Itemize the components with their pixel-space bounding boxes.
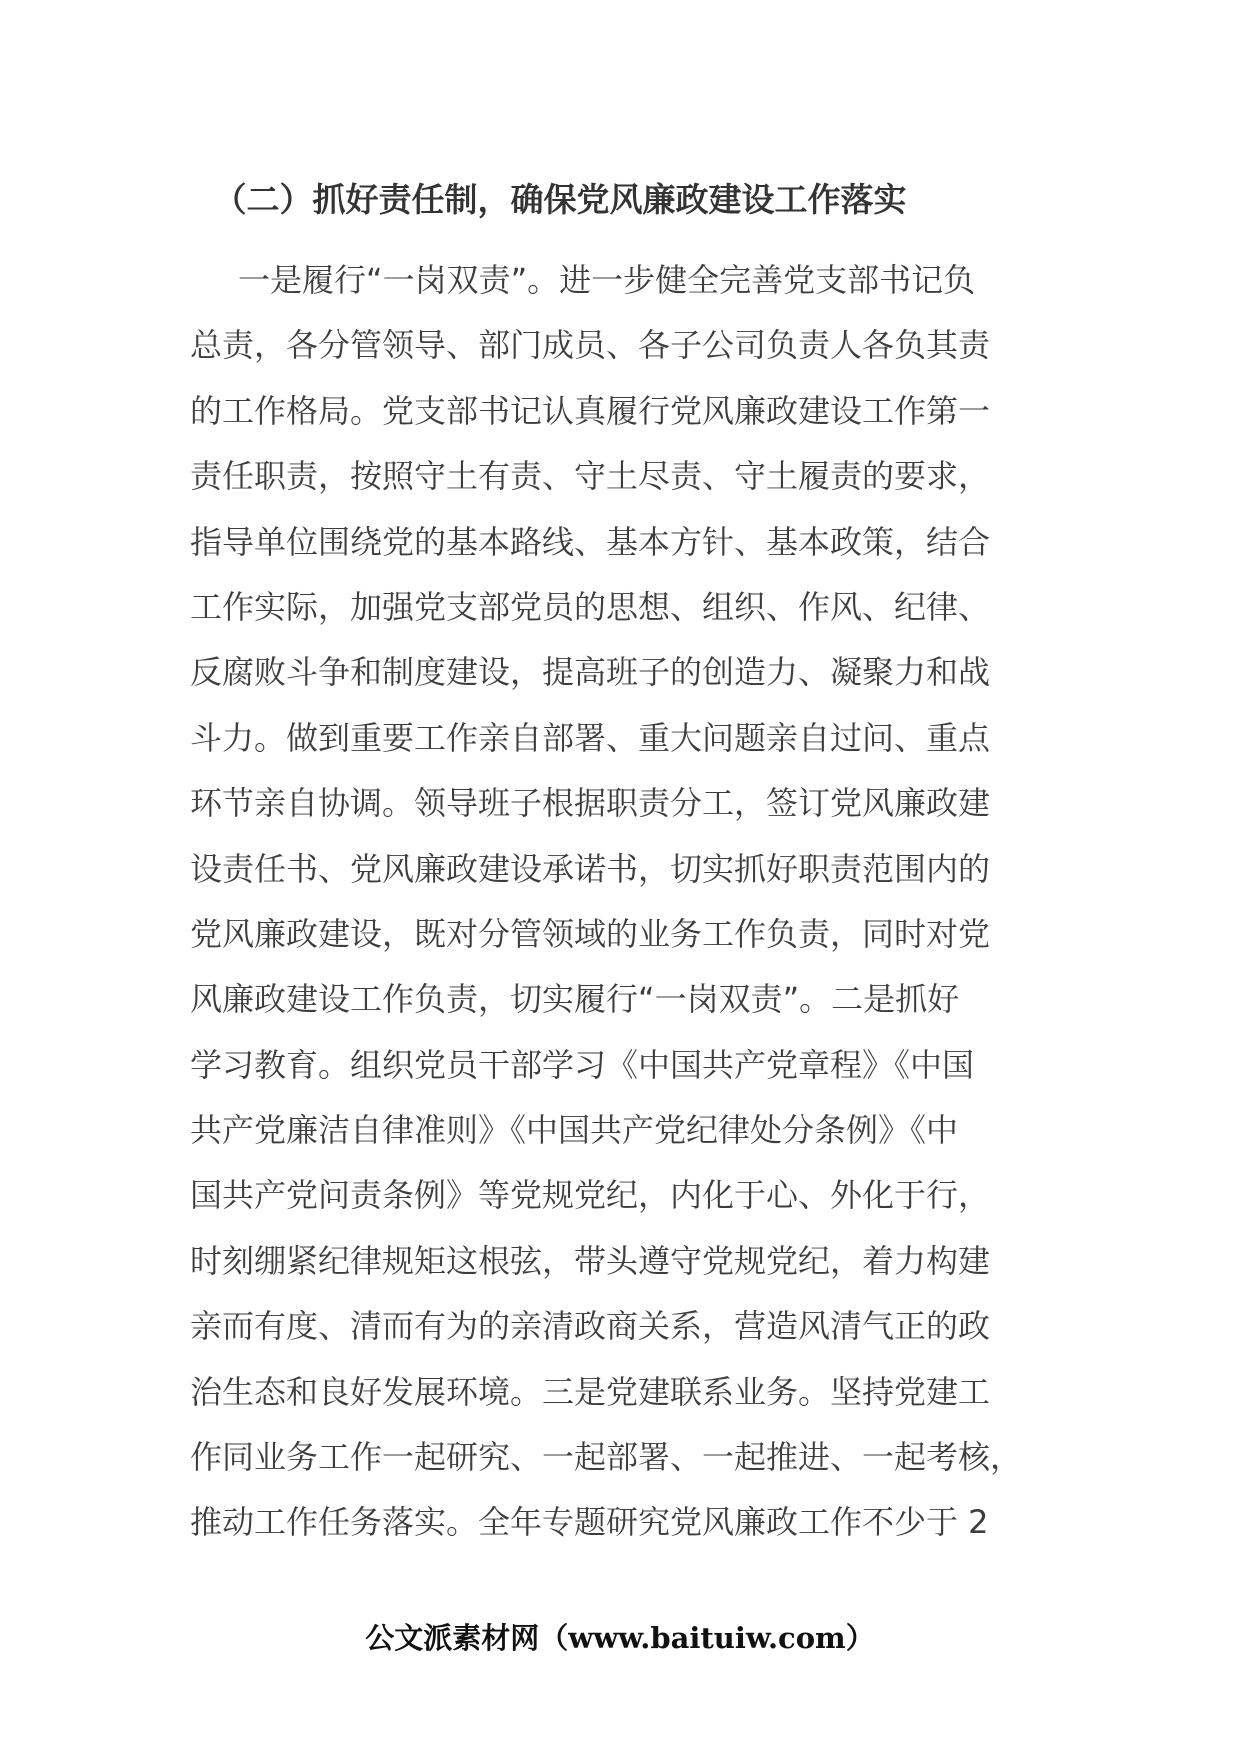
paragraph-line: 环节亲自协调。领导班子根据职责分工，签订党风廉政建 [190,784,991,823]
paragraph-line: 学习教育。组织党员干部学习《中国共产党章程》《中国 [190,1045,975,1084]
paragraph-line: 反腐败斗争和制度建设，提高班子的创造力、凝聚力和战 [190,653,991,692]
footer-watermark: 公文派素材网（www.baituiw.com） [365,1621,875,1655]
section-heading: （二）抓好责任制，确保党风廉政建设工作落实 [213,180,907,219]
paragraph-line: 治生态和良好发展环境。三是党建联系业务。坚持党建工 [190,1372,991,1411]
paragraph-line: 指导单位围绕党的基本路线、基本方针、基本政策，结合 [190,522,991,561]
paragraph-line: 作同业务工作一起研究、一起部署、一起推进、一起考核， [190,1438,1023,1477]
paragraph-line: 设责任书、党风廉政建设承诺书，切实抓好职责范围内的 [190,849,991,888]
paragraph-line: 斗力。做到重要工作亲自部署、重大问题亲自过问、重点 [190,718,991,757]
paragraph-line: 国共产党问责条例》等党规党纪，内化于心、外化于行， [190,1176,991,1215]
body-paragraph [190,248,1050,1556]
paragraph-line: 的工作格局。党支部书记认真履行党风廉政建设工作第一 [190,391,991,430]
paragraph-line: 亲而有度、清而有为的亲清政商关系，营造风清气正的政 [190,1307,991,1346]
paragraph-line: 责任职责，按照守土有责、守土尽责、守土履责的要求， [190,457,991,496]
paragraph-line: 党风廉政建设，既对分管领域的业务工作负责，同时对党 [190,914,991,953]
paragraph-line: 总责，各分管领导、部门成员、各子公司负责人各负其责 [190,326,991,365]
paragraph-line: 风廉政建设工作负责，切实履行“一岗双责”。二是抓好 [190,980,960,1019]
paragraph-line: 工作实际，加强党支部党员的思想、组织、作风、纪律、 [190,587,991,626]
paragraph-line: 推动工作任务落实。全年专题研究党风廉政工作不少于 2 [190,1503,989,1542]
paragraph-line: 共产党廉洁自律准则》《中国共产党纪律处分条例》《中 [190,1111,959,1150]
paragraph-line: 一是履行“一岗双责”。进一步健全完善党支部书记负 [238,261,976,299]
paragraph-line: 时刻绷紧纪律规矩这根弦，带头遵守党规党纪，着力构建 [190,1241,991,1280]
